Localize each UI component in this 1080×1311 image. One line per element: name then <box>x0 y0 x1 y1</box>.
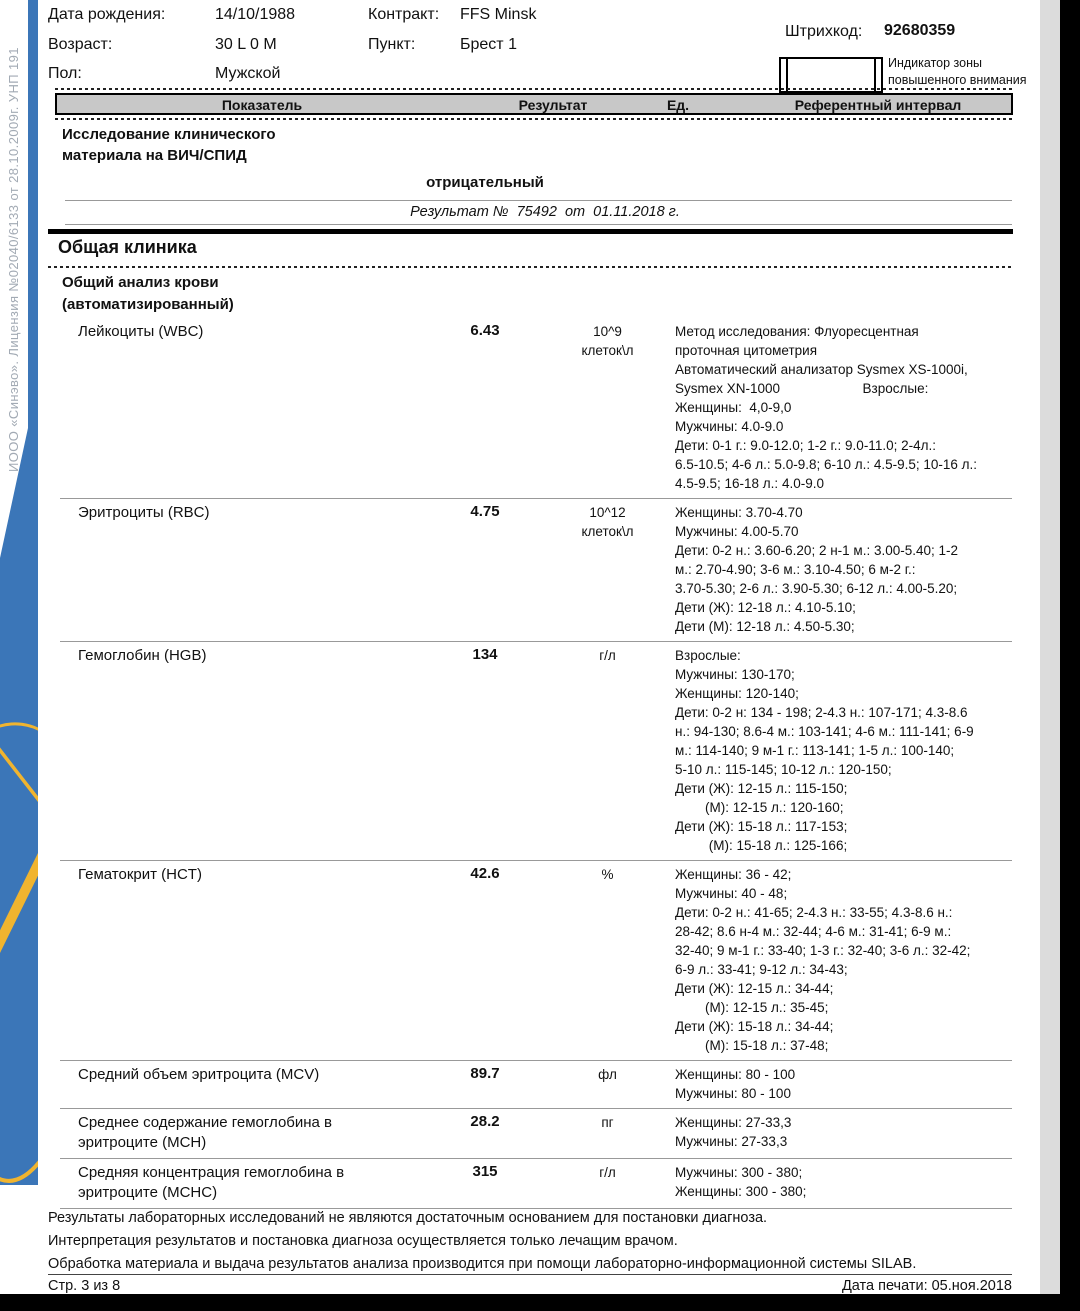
hiv-test-result: отрицательный <box>426 174 544 191</box>
param-reference: Метод исследования: Флуоресцентная проточная цитометрия Автоматический анализатор Sysmex XS-1000i, Sysmex XN-1000 Взрослые: Женщины: 4,0-9,0 Мужчины: 4.0-9.0 Дети: 0-1 г.: 9.0-12.0; 1-2 г.: 9.0-11.0; 2-4л.: 6.5-10.5; 4-6 л.: 5.0-9.8; 6-10 л.: 4.5-9.5; 10-16 л.: 4.5-9.5; 16-18 л.: 4.0-9.0 <box>675 324 978 491</box>
param-reference: Взрослые: Мужчины: 130-170; Женщины: 120-140; Дети: 0-2 н: 134 - 198; 2-4.3 н.: 107-171; 4.3-8.6 н.: 94-130; 8.6-4 м.: 103-141; 4-6 м.: 111-141; 6-9 м.: 114-140; 9 м-1 г.: 113-141; 1-5 л.: 100-140; 5-10 л.: 115-145; 10-12 л.: 120-150; Дети (Ж): 12-15 л.: 115-150; (М): 12-15 л.: 120-160; Дети (Ж): 15-18 л.: 117-153; (М): 15-18 л.: 125-166; <box>675 648 974 853</box>
param-result: 42.6 <box>470 865 500 882</box>
attention-zone-caption: Индикатор зоны повышенного внимания <box>888 56 1027 87</box>
param-unit: г/л <box>599 1165 616 1180</box>
dob-label: Дата рождения: <box>48 6 166 23</box>
param-reference: Женщины: 27-33,3 Мужчины: 27-33,3 <box>675 1115 792 1149</box>
param-unit: пг <box>601 1115 614 1130</box>
param-name: Средний объем эритроцита (MCV) <box>78 1066 320 1083</box>
print-date: Дата печати: 05.ноя.2018 <box>841 1278 1012 1294</box>
page-footer <box>48 1278 1012 1294</box>
disclaimer-2: Интерпретация результатов и постановка диагноза осуществляется только лечащим врачом. <box>48 1233 678 1249</box>
param-reference: Женщины: 3.70-4.70 Мужчины: 4.00-5.70 Дети: 0-2 н.: 3.60-6.20; 2 н-1 м.: 3.00-5.40; 1-2 м.: 2.70-4.90; 3-6 м.: 3.10-4.50; 6 м-2 г.: 3.70-5.30; 2-6 л.: 3.90-5.30; 6-12 л.: 4.00-5.20; Дети (Ж): 12-18 л.: 4.10-5.10; Дети (М): 12-18 л.: 4.50-5.30; <box>675 505 959 634</box>
age-value: 30 L 0 M <box>215 36 277 53</box>
hiv-test-name: Исследование клинического материала на ВИЧ/СПИД <box>62 126 276 164</box>
param-unit: % <box>601 867 614 882</box>
table-row <box>60 1108 1012 1158</box>
param-unit: 10^12 клеток\л <box>581 505 634 539</box>
col-unit: Ед. <box>666 97 690 113</box>
table-row <box>60 498 1012 641</box>
param-unit: 10^9 клеток\л <box>581 324 634 358</box>
site-label: Пункт: <box>368 36 416 53</box>
hiv-result-number: Результат № 75492 от 01.11.2018 г. <box>410 204 680 220</box>
param-result: 28.2 <box>470 1113 500 1130</box>
param-name: Средняя концентрация гемоглобина в эритроците (MCHC) <box>78 1164 345 1201</box>
site-value: Брест 1 <box>460 36 517 53</box>
table-row <box>60 860 1012 1060</box>
param-name: Эритроциты (RBC) <box>78 504 210 521</box>
table-row <box>60 1158 1012 1208</box>
sex-value: Мужской <box>215 65 281 82</box>
page-edge-shadow <box>1040 0 1060 1311</box>
disclaimer-3: Обработка материала и выдача результатов анализа производится при помощи лабораторно-информационной системы SILAB. <box>48 1256 917 1272</box>
param-name: Гемоглобин (HGB) <box>78 647 207 664</box>
param-result: 134 <box>472 646 498 663</box>
dob-value: 14/10/1988 <box>215 6 296 23</box>
param-unit: г/л <box>599 648 616 663</box>
col-parameter: Показатель <box>221 97 303 113</box>
param-reference: Мужчины: 300 - 380; Женщины: 300 - 380; <box>675 1165 807 1199</box>
param-reference: Женщины: 36 - 42; Мужчины: 40 - 48; Дети: 0-2 н.: 41-65; 2-4.3 н.: 33-55; 4.3-8.6 н.: 28-42; 8.6 н-4 м.: 32-44; 4-6 м.: 31-41; 6-9 м.: 32-40; 9 м-1 г.: 33-40; 1-3 г.: 32-40; 3-6 л.: 32-42; 6-9 л.: 33-41; 9-12 л.: 34-43; Дети (Ж): 12-15 л.: 34-44; (М): 12-15 л.: 35-45; Дети (Ж): 15-18 л.: 34-44; (М): 15-18 л.: 37-48; <box>675 867 971 1053</box>
table-header <box>55 93 1013 115</box>
age-label: Возраст: <box>48 36 113 53</box>
license-vertical-text: ИООО «Синэво». Лицензия №02040/6133 от 28.10.2009г. УНП 191 <box>6 47 21 472</box>
param-name: Среднее содержание гемоглобина в эритроците (MCH) <box>78 1114 333 1151</box>
param-name: Гематокрит (HCT) <box>78 866 202 883</box>
sex-label: Пол: <box>48 65 82 82</box>
table-row <box>60 318 1012 498</box>
contract-value: FFS Minsk <box>460 6 537 23</box>
param-reference: Женщины: 80 - 100 Мужчины: 80 - 100 <box>675 1067 796 1101</box>
panel-group-title: Общий анализ крови (автоматизированный) <box>62 274 234 313</box>
screen-black-edge-right <box>1060 0 1080 1311</box>
param-result: 6.43 <box>470 322 500 339</box>
page-number: Стр. 3 из 8 <box>48 1278 121 1294</box>
table-row <box>60 1060 1012 1108</box>
screen-black-edge-bottom <box>0 1294 1080 1311</box>
param-unit: фл <box>598 1067 617 1082</box>
barcode-value: 92680359 <box>884 22 956 39</box>
param-name: Лейкоциты (WBC) <box>78 323 204 340</box>
param-result: 89.7 <box>470 1065 500 1082</box>
param-result: 4.75 <box>470 503 500 520</box>
table-row <box>60 641 1012 860</box>
contract-label: Контракт: <box>368 6 440 23</box>
section-title: Общая клиника <box>58 237 197 257</box>
col-result: Результат <box>518 97 588 113</box>
col-reference: Референтный интервал <box>794 97 962 113</box>
barcode-label: Штрихкод: <box>785 23 863 40</box>
disclaimer-1: Результаты лабораторных исследований не являются достаточным основанием для постановки диагноза. <box>48 1210 768 1226</box>
lab-rows <box>60 318 1012 1209</box>
param-result: 315 <box>472 1163 498 1180</box>
